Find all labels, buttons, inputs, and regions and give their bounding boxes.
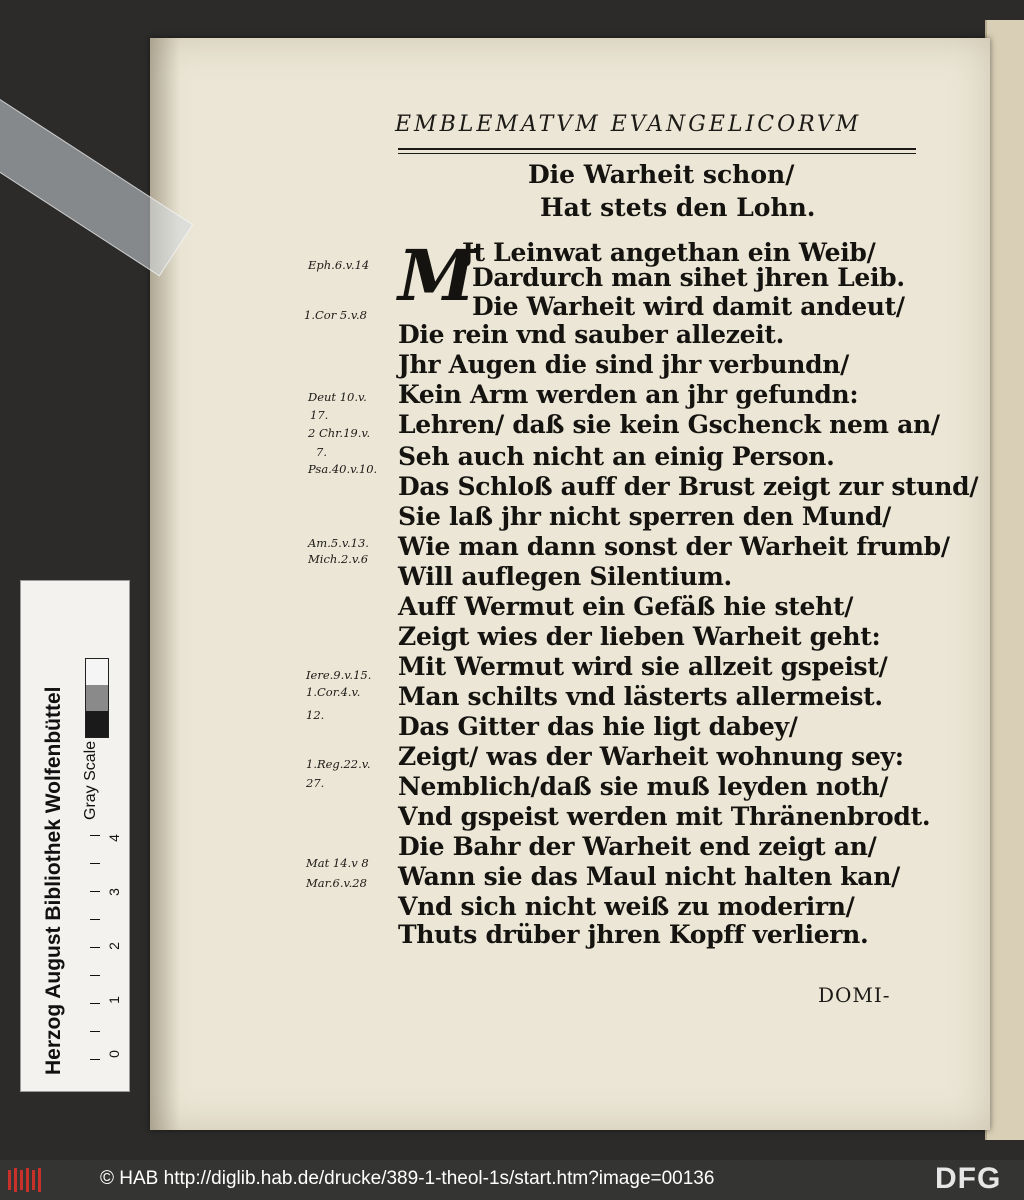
verse-line: Sie laß jhr nicht sperren den Mund/ [398,502,891,531]
verse-line: Kein Arm werden an jhr gefundn: [398,380,859,409]
verse-line: Jt Leinwat angethan ein Weib/ [462,238,876,267]
ruler-ticks [72,835,102,1060]
card-gray-scale-label: Gray Scale [82,740,99,820]
margin-reference: 2 Chr.19.v. [308,426,371,440]
header-rule [398,148,916,150]
margin-reference: Eph.6.v.14 [308,258,370,272]
ruler-label: 4 [105,834,122,842]
margin-reference: Am.5.v.13. [308,536,369,550]
verse-line: Dardurch man sihet jhren Leib. [472,263,905,292]
margin-reference: Iere.9.v.15. [306,668,372,682]
margin-reference: Psa.40.v.10. [308,462,378,476]
decorated-initial: M [398,234,476,317]
footer-credit-link[interactable]: © HAB http://diglib.hab.de/drucke/389-1-theol-1s/start.htm?image=00136 [100,1168,715,1189]
verse-line: Die rein vnd sauber allezeit. [398,320,785,349]
verse-line: Jhr Augen die sind jhr verbundn/ [398,350,849,379]
verse-line: Mit Wermut wird sie allzeit gspeist/ [398,652,888,681]
verse-line: Seh auch nicht an einig Person. [398,442,835,471]
margin-reference: 27. [306,776,325,790]
verse-line: Vnd gspeist werden mit Thränenbrodt. [398,802,931,831]
motto-line-2: Hat stets den Lohn. [540,193,816,222]
next-leaf-edge [985,20,1024,1140]
running-title: EMBLEMATVM EVANGELICORVM [395,112,862,137]
margin-reference: Mich.2.v.6 [308,552,369,566]
margin-reference: 1.Cor 5.v.8 [304,308,367,322]
hab-logo-icon [6,1166,48,1194]
margin-reference: Mat 14.v 8 [306,856,369,870]
card-institution-label: Herzog August Bibliothek Wolfenbüttel [42,686,65,1075]
verse-line: Vnd sich nicht weiß zu moderirn/ [398,892,855,921]
verse-line: Will auflegen Silentium. [398,562,732,591]
header-rule-thin [398,153,916,154]
verse-line: Die Warheit wird damit andeut/ [472,292,905,321]
ruler-label: 3 [105,888,122,896]
margin-reference: Mar.6.v.28 [306,876,367,890]
ruler-label: 1 [105,996,122,1004]
verse-line: Die Bahr der Warheit end zeigt an/ [398,832,877,861]
verse-line: Zeigt wies der lieben Warheit geht: [398,622,881,651]
margin-reference: 7. [316,445,327,459]
margin-reference: 1.Cor.4.v. [306,685,361,699]
margin-reference: 12. [306,708,325,722]
verse-line: Thuts drüber jhren Kopff verliern. [398,920,869,949]
margin-reference: Deut 10.v. [308,390,367,404]
verse-line: Wie man dann sonst der Warheit frumb/ [398,532,950,561]
verse-line: Lehren/ daß sie kein Gschenck nem an/ [398,410,940,439]
gray-patches [85,658,109,738]
margin-reference: 1.Reg.22.v. [306,757,371,771]
ruler-label: 2 [105,942,122,950]
margin-reference: 17. [310,408,329,422]
verse-line: Das Gitter das hie ligt dabey/ [398,712,798,741]
verse-line: Auff Wermut ein Gefäß hie steht/ [398,592,854,621]
motto-line-1: Die Warheit schon/ [528,160,795,189]
verse-line: Zeigt/ was der Warheit wohnung sey: [398,742,904,771]
dfg-logo: DFG [935,1162,1002,1195]
verse-line: Man schilts vnd lästerts allermeist. [398,682,883,711]
verse-line: Das Schloß auff der Brust zeigt zur stund/ [398,472,979,501]
verse-line: Wann sie das Maul nicht halten kan/ [398,862,900,891]
ruler-label: 0 [105,1050,122,1058]
catchword: DOMI- [818,983,891,1007]
verse-line: Nemblich/daß sie muß leyden noth/ [398,772,889,801]
